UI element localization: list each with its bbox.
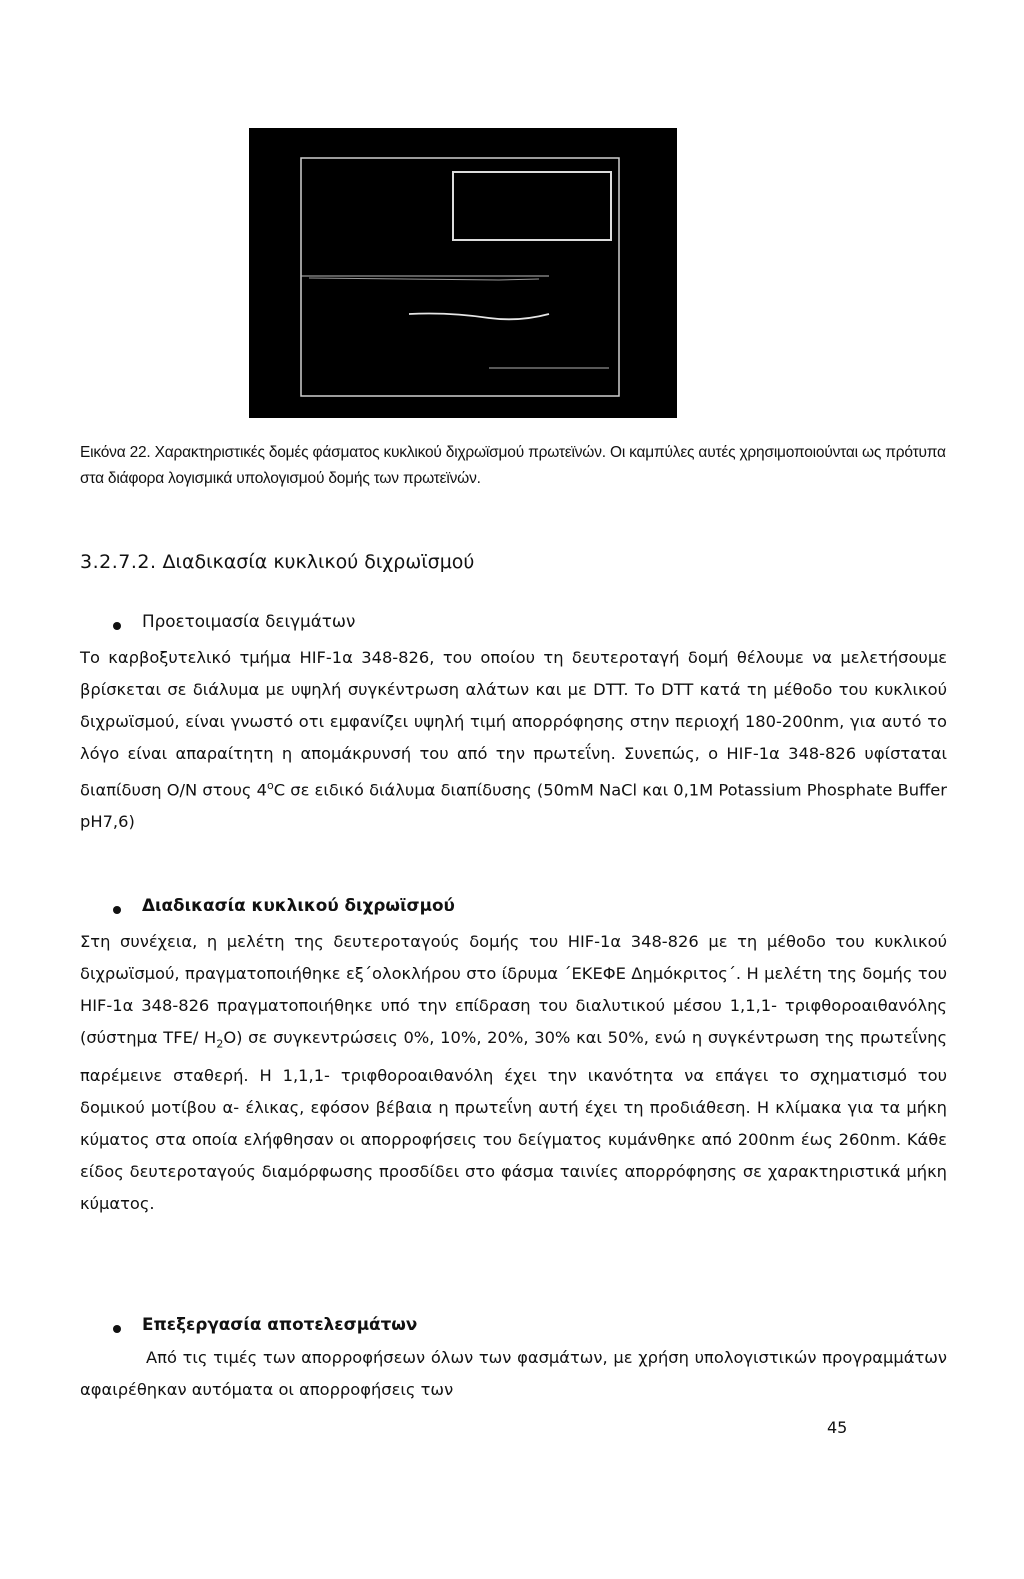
cd-spectra-figure xyxy=(249,128,677,418)
curve-2 xyxy=(409,314,549,320)
bullet-2-heading: Διαδικασία κυκλικού διχρωϊσμού xyxy=(142,895,455,915)
curve-1 xyxy=(309,278,539,280)
bullet-1-dot xyxy=(113,622,121,630)
figure-caption xyxy=(80,440,950,492)
bullet-2-text-a: Στη συνέχεια, η μελέτη της δευτεροταγούς δομής του HIF-1α 348-826 με τη μέθοδο του κυκλικού διχρωϊσμού, πραγματοποιήθηκε εξ΄ολοκλήρου στο ίδρυμα ΄ΕΚΕΦΕ Δημόκριτος΄. Η μελέτη της δομής του HIF-1α 348-826 πραγματοποιήθηκε υπό την επίδραση του διαλυτικού μέσου 1,1,1- τριφθοροαιθανόλης (σύστημα TFE/ H xyxy=(80,932,947,1047)
bullet-3-text: Από τις τιμές των απορροφήσεων όλων των φασμάτων, με χρήση υπολογιστικών προγραμμάτων αφαιρέθηκαν αυτόματα οι απορροφήσεις των xyxy=(80,1348,947,1399)
bullet-1-text-b: C σε ειδικό διάλυμα διαπίδυσης (50mM NaCl και 0,1M Potassium Phosphate Buffer pH7,6) xyxy=(80,780,947,832)
degree-sup: o xyxy=(266,779,274,792)
bullet-2-text-b: O) σε συγκεντρώσεις 0%, 10%, 20%, 30% και 50%, ενώ η συγκέντρωση της πρωτεΐνης παρέμεινε σταθερή. Η 1,1,1- τριφθοροαιθανόλη έχει την ικανότητα να επάγει το σχηματισμό του δομικού μοτίβου α- έλικας, εφόσον βέβαια η πρωτεΐνη αυτή έχει τη προδιάθεση. Η κλίμακα για τα μήκη κύματος στα οποία ελήφθησαν οι απορροφήσεις του δείγματος κυμάνθηκε από 200nm έως 260nm. Κάθε είδος δευτεροταγούς διαμόρφωσης προσδίδει στο φάσμα ταινίες απορρόφησης σε χαρακτηριστικά μήκη κύματος. xyxy=(80,1028,947,1214)
bullet-1-text-a: Το καρβοξυτελικό τμήμα HIF-1α 348-826, του οποίου τη δευτεροταγή δομή θέλουμε να μελετήσουμε βρίσκεται σε διάλυμα με υψηλή συγκέντρωση αλάτων και με DTT. Το DTT κατά τη μέθοδο του κυκλικού διχρωϊσμού, είναι γνωστό οτι εμφανίζει υψηλή τιμή απορρόφησης στην περιοχή 180-200nm, για αυτό το λόγο είναι απαραίτητη η απομάκρυνσή του από την πρωτεΐνη. Συνεπώς, ο HIF-1α 348-826 υφίσταται διαπίδυση O/N στους 4 xyxy=(80,648,947,800)
bullet-3-paragraph xyxy=(80,1342,947,1406)
bullet-2-paragraph xyxy=(80,926,947,1220)
bullet-2-dot xyxy=(113,906,121,914)
plot-border xyxy=(301,158,619,396)
bullet-3-heading: Επεξεργασία αποτελεσμάτων xyxy=(142,1314,418,1334)
water-sub: 2 xyxy=(216,1037,224,1051)
bullet-1-paragraph xyxy=(80,642,947,838)
caption-text: Χαρακτηριστικές δομές φάσματος κυκλικού διχρωϊσμού πρωτεϊνών. Οι καμπύλες αυτές χρησιμοποιούνται ως πρότυπα στα διάφορα λογισμικά υπολογισμού δομής των πρωτεϊνών. xyxy=(80,444,946,487)
figure-image xyxy=(249,128,677,418)
page-number: 45 xyxy=(827,1418,848,1437)
bullet-3-dot xyxy=(113,1325,121,1333)
legend-box xyxy=(453,172,611,240)
section-number: 3.2.7.2. xyxy=(80,551,157,573)
caption-label: Εικόνα 22. xyxy=(80,444,151,461)
bullet-1-heading: Προετοιμασία δειγμάτων xyxy=(142,611,356,631)
section-heading xyxy=(80,551,474,573)
section-title: Διαδικασία κυκλικού διχρωϊσμού xyxy=(156,551,475,573)
